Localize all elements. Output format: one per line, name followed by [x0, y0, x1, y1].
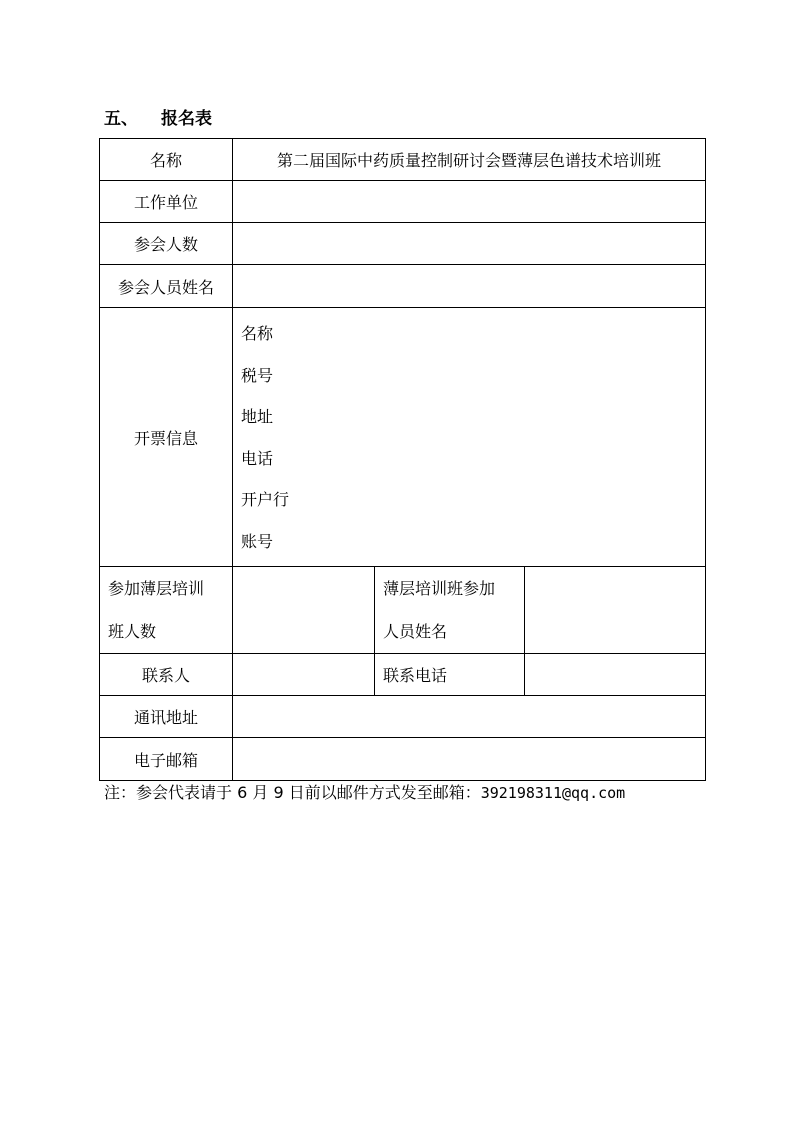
email-field[interactable] — [233, 738, 706, 781]
note — [104, 780, 625, 803]
contact-field[interactable] — [233, 654, 375, 696]
tlc-names-label — [375, 567, 525, 654]
tlc-count-label — [100, 567, 233, 654]
tlc-names-label-line1: 薄层培训班参加 — [383, 579, 496, 598]
contact-phone-label: 联系电话 — [375, 654, 525, 696]
email-label: 电子邮箱 — [100, 738, 233, 781]
attendee-count-label: 参会人数 — [100, 223, 233, 265]
section-heading: 报名表 — [161, 109, 212, 129]
invoice-field-phone: 电话 — [241, 448, 274, 468]
row-name — [100, 139, 706, 181]
work-unit-label: 工作单位 — [100, 181, 233, 223]
row-attendee-names — [100, 265, 706, 308]
invoice-field-tax-id: 税号 — [241, 365, 274, 385]
address-label: 通讯地址 — [100, 696, 233, 738]
contact-phone-field[interactable] — [525, 654, 706, 696]
row-contact — [100, 654, 706, 696]
row-email — [100, 738, 706, 781]
invoice-field-account: 账号 — [241, 531, 274, 551]
attendee-names-label: 参会人员姓名 — [100, 265, 233, 308]
tlc-count-field[interactable] — [233, 567, 375, 654]
note-email[interactable]: 392198311@qq.com — [480, 784, 626, 802]
work-unit-field[interactable] — [233, 181, 706, 223]
row-attendee-count — [100, 223, 706, 265]
invoice-field-bank: 开户行 — [241, 490, 290, 509]
section-title — [104, 104, 212, 129]
row-work-unit — [100, 181, 706, 223]
tlc-count-label-line1: 参加薄层培训 — [108, 579, 205, 598]
invoice-field-name: 名称 — [241, 324, 274, 343]
contact-label: 联系人 — [100, 654, 233, 696]
attendee-names-field[interactable] — [233, 265, 706, 308]
invoice-label: 开票信息 — [100, 308, 233, 567]
note-text: 注：参会代表请于 6 月 9 日前以邮件方式发至邮箱： — [104, 783, 481, 802]
name-label: 名称 — [100, 139, 233, 181]
row-invoice — [100, 308, 706, 567]
invoice-fields[interactable] — [233, 308, 706, 567]
tlc-names-label-line2: 人员姓名 — [383, 622, 448, 641]
name-value: 第二届国际中药质量控制研讨会暨薄层色谱技术培训班 — [233, 139, 706, 181]
tlc-names-field[interactable] — [525, 567, 706, 654]
address-field[interactable] — [233, 696, 706, 738]
attendee-count-field[interactable] — [233, 223, 706, 265]
invoice-field-address: 地址 — [241, 407, 274, 426]
row-address — [100, 696, 706, 738]
row-tlc-training — [100, 567, 706, 654]
section-number: 五、 — [104, 109, 138, 129]
registration-form-table — [99, 138, 706, 781]
tlc-count-label-line2: 班人数 — [108, 622, 157, 641]
